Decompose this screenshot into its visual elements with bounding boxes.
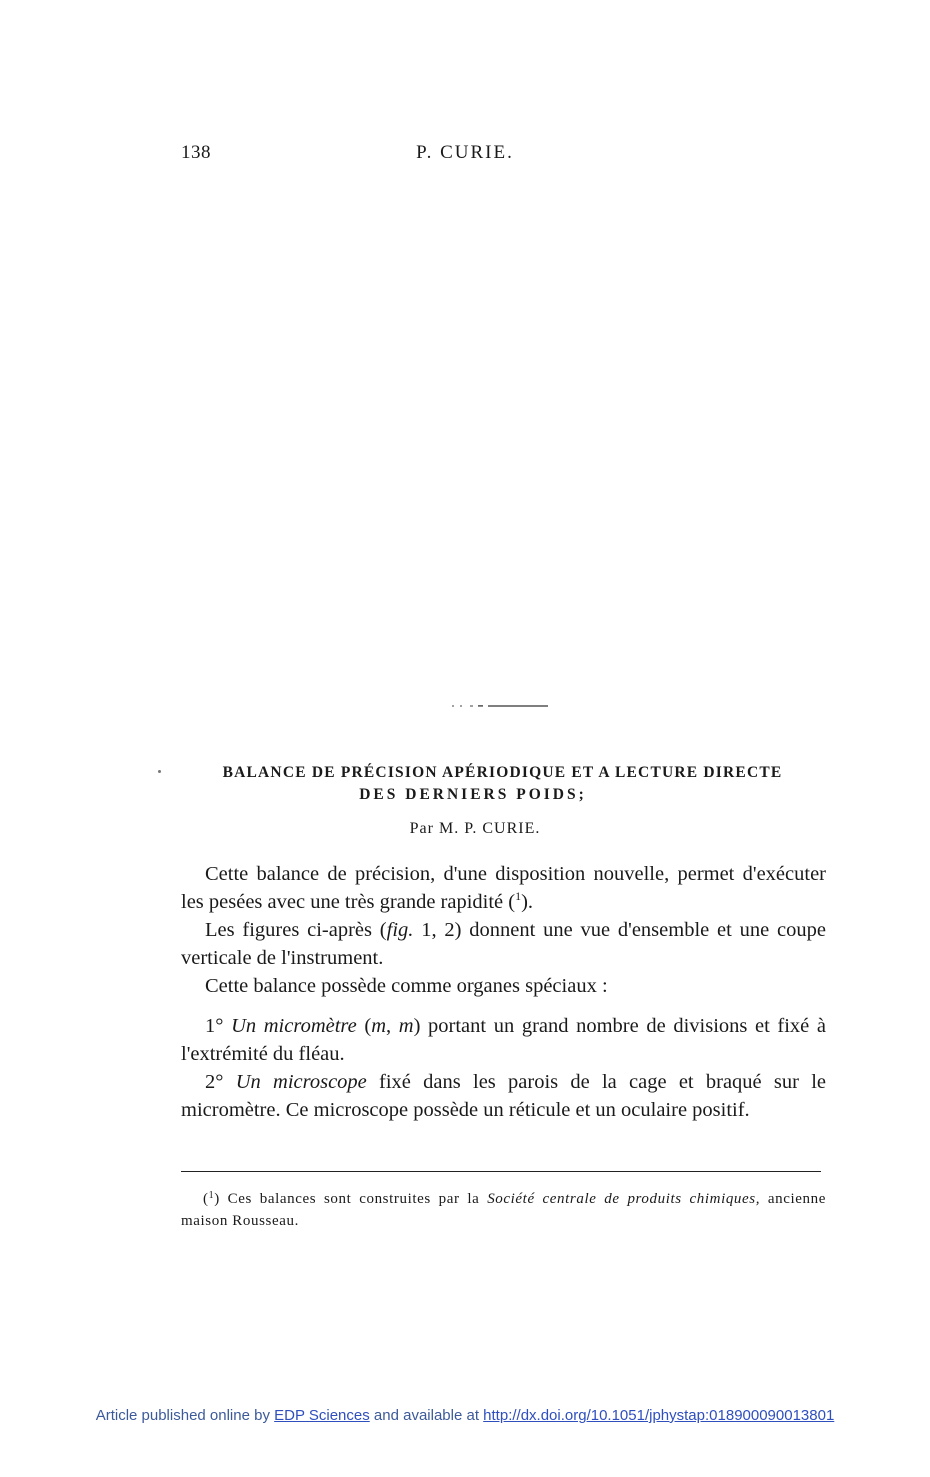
term: Un microscope [235,1071,367,1093]
running-head: P. CURIE. [416,142,514,163]
paragraph-text: fixé dans les parois de la cage et braqué sur le micromètre. Ce microscope possède un réticule et un oculaire positif. [181,1071,827,1121]
footnote-segment: Ces balances sont construites par la [219,1191,488,1207]
paragraph-text: ) portant un grand nombre de divisions et fixé à l'extrémité du fléau. [181,1015,826,1065]
doi-link[interactable]: http://dx.doi.org/10.1051/jphystap:018900090013801 [483,1407,835,1424]
publisher-text: Article published online by [95,1407,275,1424]
figure-reference: fig. [386,919,414,941]
byline-prefix: Par [409,820,434,837]
section-divider [452,704,548,708]
publisher-text: and available at [369,1407,484,1424]
list-number: 1° [205,1015,224,1037]
byline [0,820,930,838]
article-title [0,762,930,806]
publisher-notice [0,1407,930,1424]
paragraph-text: ( [356,1015,372,1037]
list-item [181,1012,826,1068]
article-title-line-1: BALANCE DE PRÉCISION APÉRIODIQUE ET A LECTURE DIRECTE [222,764,783,781]
byline-author: M. P. CURIE. [438,820,541,837]
paragraph [181,972,826,1000]
paragraph-text: ). [521,891,534,913]
article-title-line-2: DES DERNIERS POIDS; [359,786,587,803]
paragraph-text: Cette balance de précision, d'une disposition nouvelle, permet d'exécuter les pesées avec une très grande rapidité ( [181,863,826,913]
footnote-segment: ancienne maison Rousseau. [181,1191,826,1229]
paragraph-text: 1, 2) donnent une vue d'ensemble et une coupe verticale de l'instrument. [181,919,826,969]
page-number: 138 [181,142,211,163]
term: Un micromètre [231,1015,357,1037]
symbol: m [371,1015,386,1037]
paragraph-text: , [386,1015,399,1037]
footnote-rule [181,1171,821,1172]
paragraph [181,916,826,972]
footnote [181,1188,826,1232]
paragraph-text: Les figures ci-après ( [205,919,387,941]
edp-sciences-link[interactable]: EDP Sciences [274,1407,370,1424]
list-number: 2° [205,1071,224,1093]
list-item [181,1068,826,1124]
article-body [181,860,826,1124]
footnote-reference: 1 [515,889,522,903]
footnote-text: ($^1$) Ces balances sont construites par la Société centrale de produits chimiques, ancienne maison Rousseau. [181,1190,826,1229]
footnote-italic: Société centrale de produits chimiques, [487,1191,761,1207]
symbol: m [398,1015,414,1037]
paragraph-text: Cette balance possède comme organes spéciaux : [205,975,608,997]
paragraph [181,860,826,916]
footnote-marker: 1 [208,1190,215,1201]
